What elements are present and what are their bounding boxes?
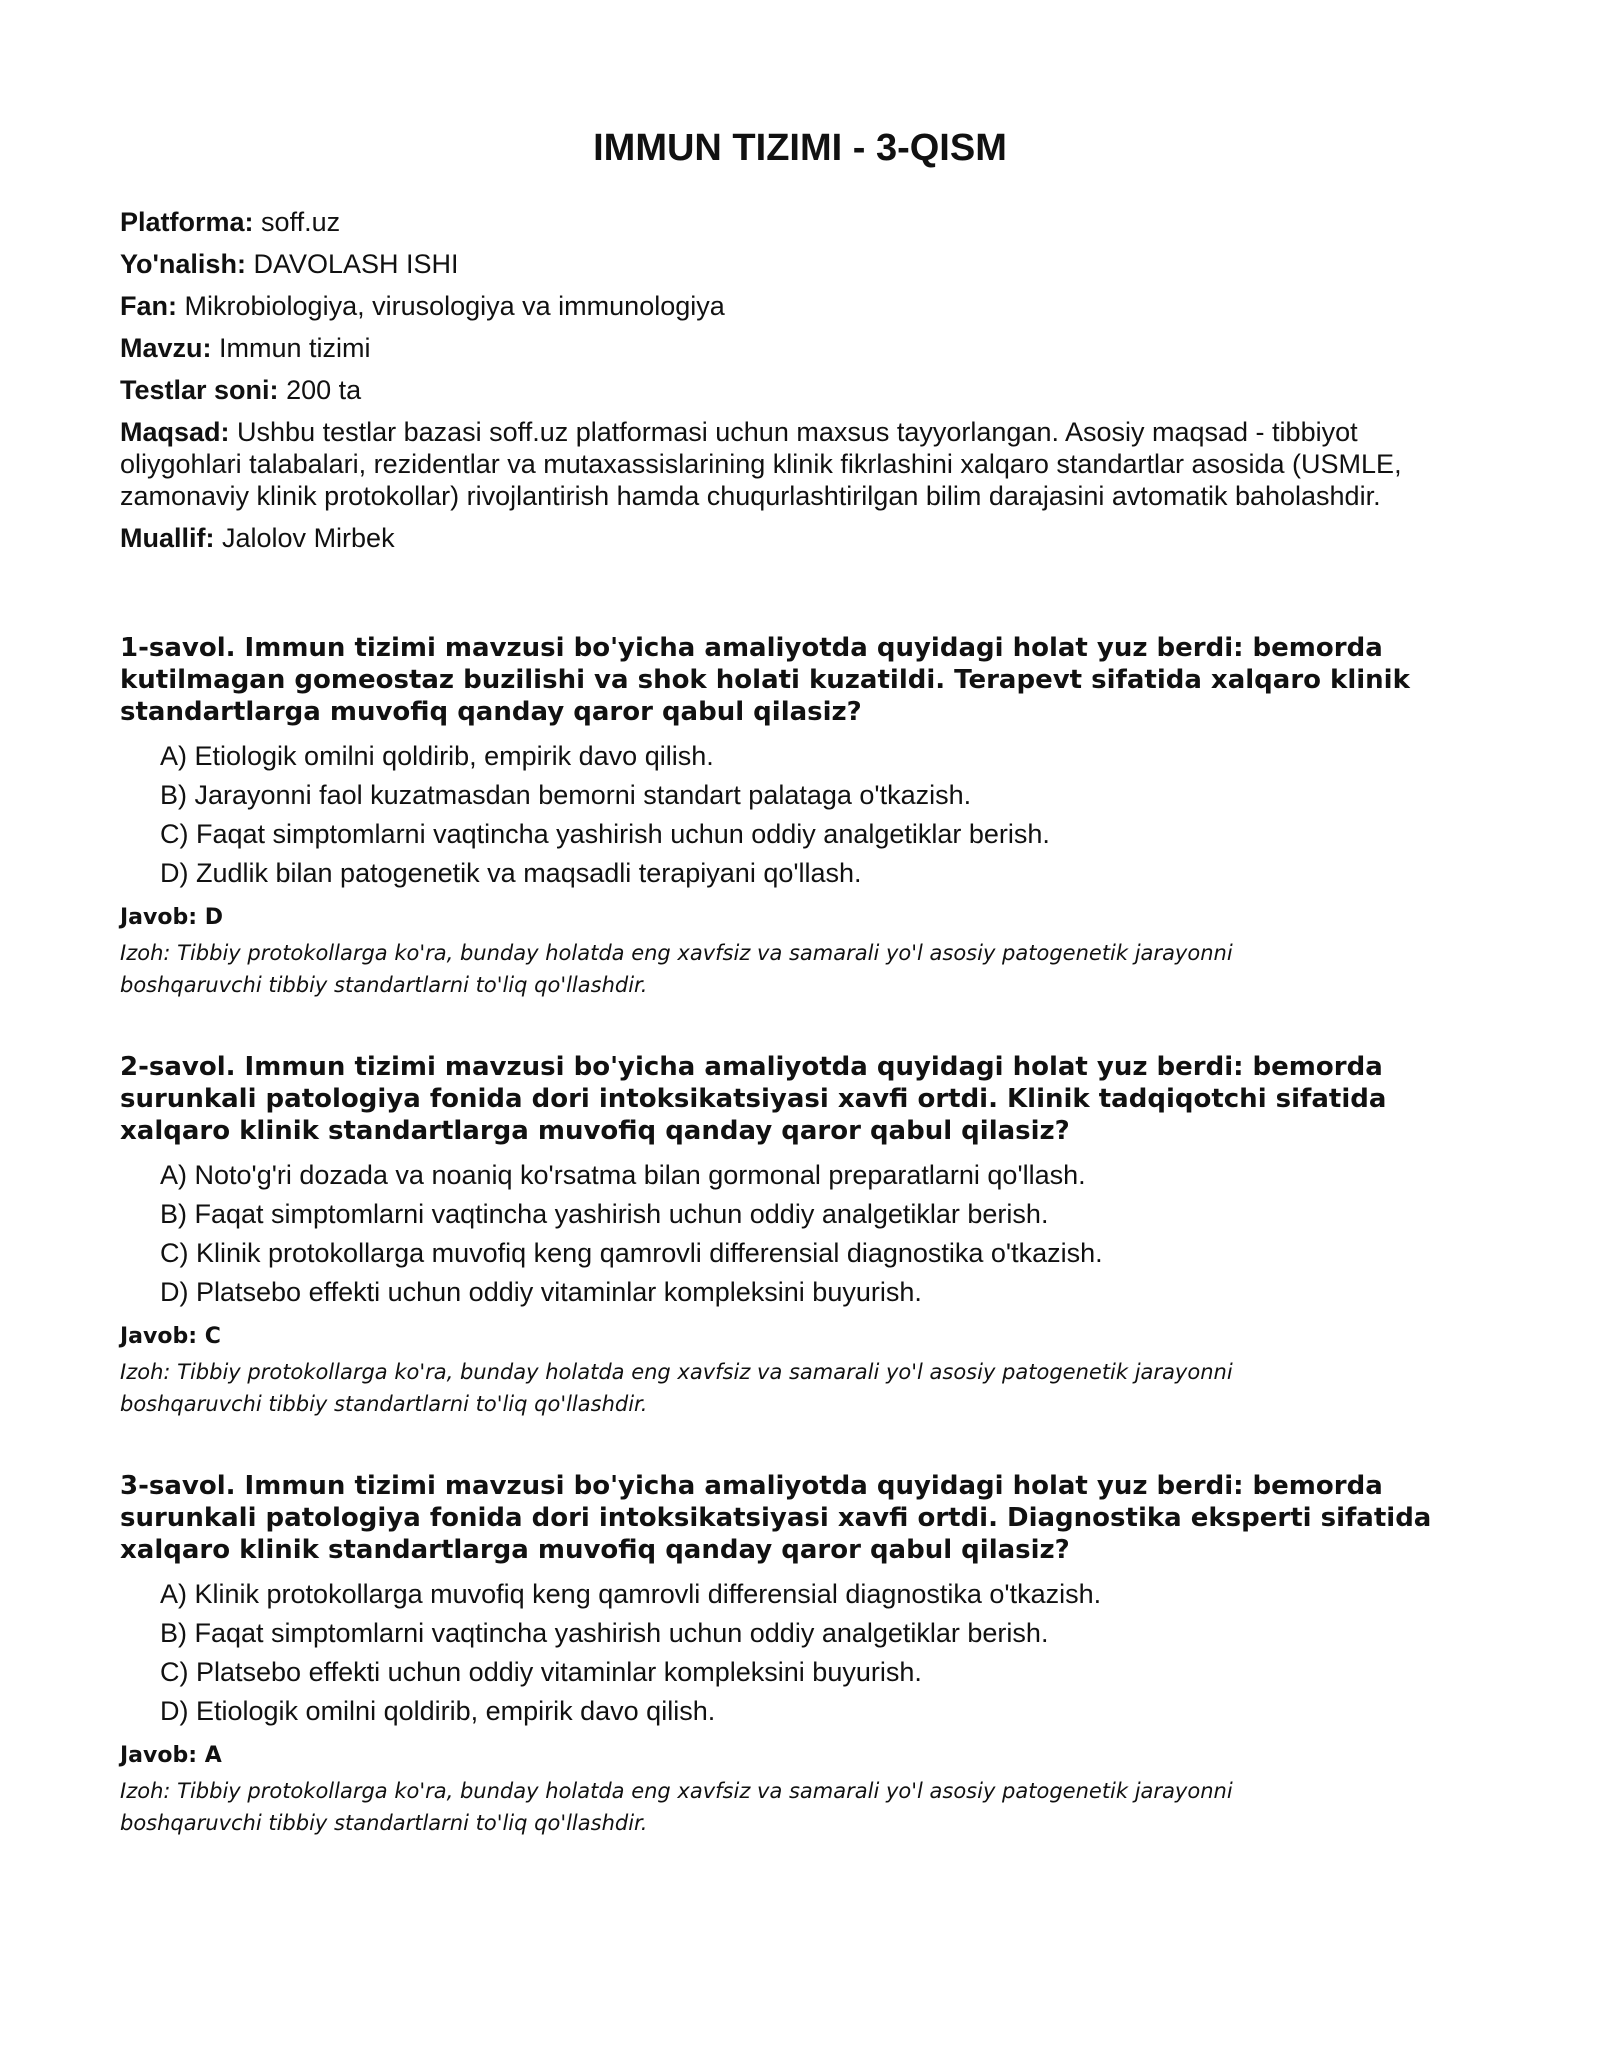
question-list (120, 632, 1480, 1839)
meta-label: Testlar soni: (120, 375, 279, 405)
meta-label: Mavzu: (120, 333, 212, 363)
explanation-note: Izoh: Tibbiy protokollarga ko'ra, bunday holatda eng xavfsiz va samarali yo'l asosiy patogenetik jarayonni boshqaruvchi tibbiy standartlarni to'liq qo'llashdir. (120, 941, 1233, 997)
page-title: IMMUN TIZIMI - 3-QISM (593, 127, 1007, 169)
answer-label: Javob: A (120, 1743, 222, 1768)
question-3 (120, 1470, 1480, 1839)
question-text: 1-savol. Immun tizimi mavzusi bo'yicha amaliyotda quyidagi holat yuz berdi: bemorda kutilmagan gomeostaz buzilishi va shok holati kuzatildi. Terapevt sifatida xalqaro klinik standartlarga muvofiq qanday qaror qabul qilasiz? (120, 633, 1410, 727)
meta-value: Mikrobiologiya, virusologiya va immunologiya (184, 291, 725, 321)
question-2 (120, 1051, 1480, 1420)
option-a: A) Noto'g'ri dozada va noaniq ko'rsatma bilan gormonal preparatlarni qo'llash. (160, 1160, 1086, 1190)
option-b: B) Faqat simptomlarni vaqtincha yashirish uchun oddiy analgetiklar berish. (160, 1618, 1049, 1648)
meta-direction (120, 248, 1480, 280)
option-b: B) Jarayonni faol kuzatmasdan bemorni standart palataga o'tkazish. (160, 780, 972, 810)
answer-label: Javob: C (120, 1324, 221, 1349)
meta-value: 200 ta (286, 375, 362, 405)
meta-platform (120, 206, 1480, 238)
option-d: D) Platsebo effekti uchun oddiy vitaminlar kompleksini buyurish. (160, 1277, 922, 1307)
meta-value: Jalolov Mirbek (222, 523, 395, 553)
question-text: 2-savol. Immun tizimi mavzusi bo'yicha amaliyotda quyidagi holat yuz berdi: bemorda surunkali patologiya fonida dori intoksikatsiyasi xavfi ortdi. Klinik tadqiqotchi sifatida xalqaro klinik standartlarga muvofiq qanday qaror qabul qilasiz? (120, 1052, 1387, 1146)
option-c: C) Platsebo effekti uchun oddiy vitaminlar kompleksini buyurish. (160, 1657, 922, 1687)
meta-value: soff.uz (261, 207, 341, 237)
meta-value: Ushbu testlar bazasi soff.uz platformasi uchun maxsus tayyorlangan. Asosiy maqsad - tibbiyot oliygohlari talabalari, rezidentlar va mutaxassislarining klinik fikrlashini xalqaro standartlar asosida (USMLE, zamonaviy klinik protokollar) rivojlantirish hamda chuqurlashtirilgan bilim darajasini avtomatik baholashdir. (120, 417, 1402, 511)
meta-label: Muallif: (120, 523, 215, 553)
document-meta (120, 206, 1480, 554)
option-c: C) Faqat simptomlarni vaqtincha yashirish uchun oddiy analgetiklar berish. (160, 819, 1050, 849)
explanation-note: Izoh: Tibbiy protokollarga ko'ra, bunday holatda eng xavfsiz va samarali yo'l asosiy patogenetik jarayonni boshqaruvchi tibbiy standartlarni to'liq qo'llashdir. (120, 1360, 1233, 1416)
question-1 (120, 632, 1480, 1001)
question-text: 3-savol. Immun tizimi mavzusi bo'yicha amaliyotda quyidagi holat yuz berdi: bemorda surunkali patologiya fonida dori intoksikatsiyasi xavfi ortdi. Diagnostika eksperti sifatida xalqaro klinik standartlarga muvofiq qanday qaror qabul qilasiz? (120, 1471, 1432, 1565)
meta-author (120, 522, 1480, 554)
meta-label: Fan: (120, 291, 177, 321)
option-d: D) Zudlik bilan patogenetik va maqsadli terapiyani qo'llash. (160, 858, 862, 888)
answer-label: Javob: D (120, 905, 223, 930)
meta-value: Immun tizimi (219, 333, 371, 363)
meta-subject (120, 290, 1480, 322)
meta-label: Maqsad: (120, 417, 230, 447)
meta-label: Platforma: (120, 207, 254, 237)
meta-value: DAVOLASH ISHI (253, 249, 459, 279)
option-a: A) Klinik protokollarga muvofiq keng qamrovli differensial diagnostika o'tkazish. (160, 1579, 1102, 1609)
option-a: A) Etiologik omilni qoldirib, empirik davo qilish. (160, 741, 714, 771)
option-d: D) Etiologik omilni qoldirib, empirik davo qilish. (160, 1696, 716, 1726)
meta-purpose (120, 416, 1480, 512)
explanation-note: Izoh: Tibbiy protokollarga ko'ra, bunday holatda eng xavfsiz va samarali yo'l asosiy patogenetik jarayonni boshqaruvchi tibbiy standartlarni to'liq qo'llashdir. (120, 1779, 1233, 1835)
meta-topic (120, 332, 1480, 364)
meta-label: Yo'nalish: (120, 249, 246, 279)
option-c: C) Klinik protokollarga muvofiq keng qamrovli differensial diagnostika o'tkazish. (160, 1238, 1103, 1268)
meta-test-count (120, 374, 1480, 406)
option-b: B) Faqat simptomlarni vaqtincha yashirish uchun oddiy analgetiklar berish. (160, 1199, 1049, 1229)
